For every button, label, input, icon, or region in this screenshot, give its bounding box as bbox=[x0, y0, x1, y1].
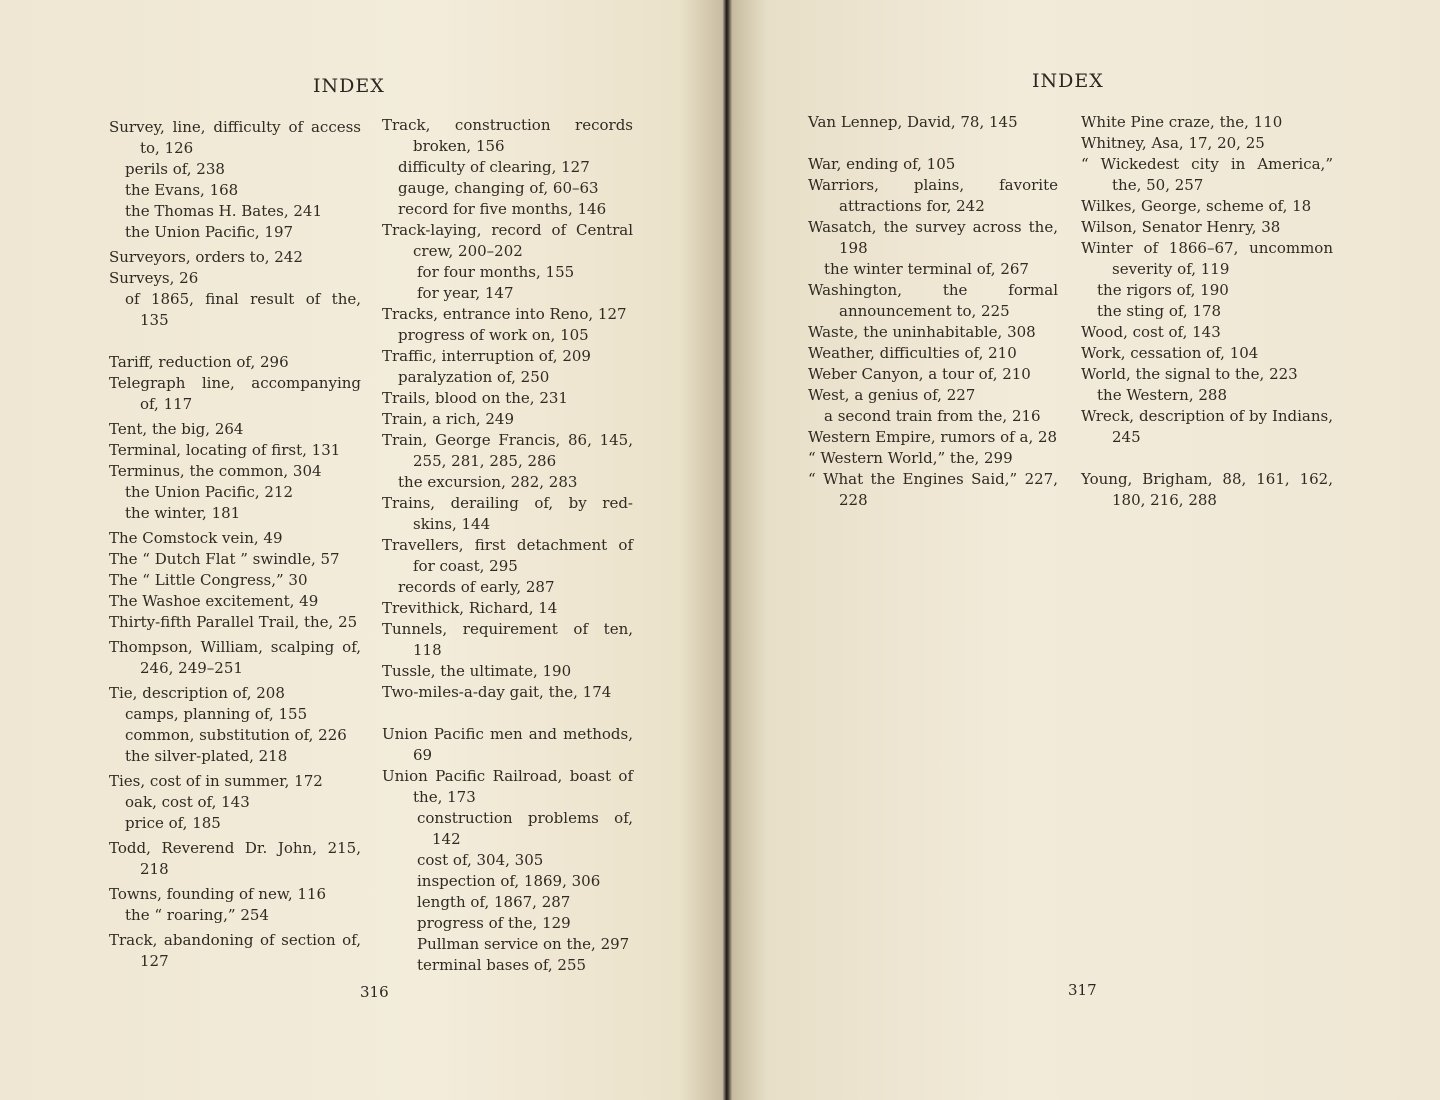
index-entry: Todd, Reverend Dr. John, 215, 218 bbox=[109, 839, 361, 878]
index-entry: The “ Dutch Flat ” swindle, 57 bbox=[109, 550, 340, 568]
index-entry: Terminal, locating of first, 131 bbox=[109, 441, 341, 459]
index-entry: common, substitution of, 226 bbox=[125, 726, 347, 744]
index-entry: Wasatch, the survey across the, 198 bbox=[808, 218, 1058, 257]
index-entry: Tracks, entrance into Reno, 127 bbox=[382, 305, 627, 323]
index-entry: Weather, difficulties of, 210 bbox=[808, 344, 1017, 362]
index-entry: price of, 185 bbox=[125, 814, 221, 832]
index-entry: the Union Pacific, 212 bbox=[125, 483, 294, 501]
page-heading: INDEX bbox=[1032, 70, 1104, 92]
index-entry: Warriors, plains, favorite attractions for, 242 bbox=[808, 176, 1058, 215]
index-entry: Young, Brigham, 88, 161, 162, 180, 216, 288 bbox=[1081, 470, 1333, 509]
index-entry: The Comstock vein, 49 bbox=[109, 529, 283, 547]
index-entry: Towns, founding of new, 116 bbox=[109, 885, 327, 903]
index-entry: Wreck, description of by Indians, 245 bbox=[1081, 407, 1333, 446]
index-entry: gauge, changing of, 60–63 bbox=[398, 179, 599, 197]
index-entry: “ Wickedest city in America,” the, 50, 257 bbox=[1081, 155, 1333, 194]
book-gutter bbox=[722, 0, 732, 1100]
page-number: 316 bbox=[360, 983, 389, 1001]
index-entry: construction problems of, 142 bbox=[417, 809, 633, 848]
index-entry: Wood, cost of, 143 bbox=[1081, 323, 1221, 341]
index-entry: “ Western World,” the, 299 bbox=[808, 449, 1013, 467]
index-entry: records of early, 287 bbox=[398, 578, 555, 596]
index-entry: Trevithick, Richard, 14 bbox=[382, 599, 558, 617]
index-entry: Track, abandoning of section of, 127 bbox=[109, 931, 361, 970]
index-entry: Trails, blood on the, 231 bbox=[382, 389, 568, 407]
index-entry: Weber Canyon, a tour of, 210 bbox=[808, 365, 1031, 383]
index-entry: the sting of, 178 bbox=[1097, 302, 1222, 320]
index-entry: Traffic, interruption of, 209 bbox=[382, 347, 591, 365]
index-entry: Wilson, Senator Henry, 38 bbox=[1081, 218, 1281, 236]
index-entry: Waste, the uninhabitable, 308 bbox=[808, 323, 1036, 341]
index-entry: Tariff, reduction of, 296 bbox=[109, 353, 289, 371]
index-entry: record for five months, 146 bbox=[398, 200, 607, 218]
index-entry: the excursion, 282, 283 bbox=[398, 473, 578, 491]
right-page bbox=[732, 0, 1440, 1100]
index-entry: Western Empire, rumors of a, 28 bbox=[808, 428, 1058, 446]
index-entry: Whitney, Asa, 17, 20, 25 bbox=[1081, 134, 1265, 152]
index-entry: the Thomas H. Bates, 241 bbox=[125, 202, 323, 220]
index-entry: perils of, 238 bbox=[125, 160, 225, 178]
index-entry: of 1865, final result of the, 135 bbox=[125, 290, 361, 329]
index-entry: Travellers, first detachment of for coast, 295 bbox=[382, 536, 633, 575]
index-entry: paralyzation of, 250 bbox=[398, 368, 550, 386]
index-entry: cost of, 304, 305 bbox=[417, 851, 544, 869]
index-entry: Wilkes, George, scheme of, 18 bbox=[1081, 197, 1312, 215]
index-entry: the silver-plated, 218 bbox=[125, 747, 288, 765]
index-entry: Surveys, 26 bbox=[109, 269, 199, 287]
index-entry: Ties, cost of in summer, 172 bbox=[109, 772, 323, 790]
index-entry: War, ending of, 105 bbox=[808, 155, 956, 173]
index-column-2 bbox=[1081, 112, 1333, 511]
index-entry: Tie, description of, 208 bbox=[109, 684, 285, 702]
index-entry: oak, cost of, 143 bbox=[125, 793, 250, 811]
index-entry: Van Lennep, David, 78, 145 bbox=[808, 113, 1018, 131]
index-entry: Survey, line, difficulty of access to, 126 bbox=[109, 118, 361, 157]
index-entry: the Evans, 168 bbox=[125, 181, 239, 199]
index-entry: inspection of, 1869, 306 bbox=[417, 872, 601, 890]
index-entry: Train, George Francis, 86, 145, 255, 281, 285, 286 bbox=[382, 431, 633, 470]
index-entry: The Washoe excitement, 49 bbox=[109, 592, 319, 610]
index-entry: West, a genius of, 227 bbox=[808, 386, 976, 404]
index-entry: World, the signal to the, 223 bbox=[1081, 365, 1298, 383]
page-heading: INDEX bbox=[313, 75, 385, 97]
index-entry: a second train from the, 216 bbox=[824, 407, 1041, 425]
index-entry: progress of the, 129 bbox=[417, 914, 571, 932]
index-entry: Track-laying, record of Central crew, 200–202 bbox=[382, 221, 633, 260]
index-entry: Winter of 1866–67, uncommon severity of, 119 bbox=[1081, 239, 1333, 278]
index-entry: Tent, the big, 264 bbox=[109, 420, 244, 438]
index-entry: the winter, 181 bbox=[125, 504, 241, 522]
index-entry: Work, cessation of, 104 bbox=[1081, 344, 1259, 362]
index-entry: Telegraph line, accompanying of, 117 bbox=[109, 374, 361, 413]
index-entry: Train, a rich, 249 bbox=[382, 410, 515, 428]
index-entry: terminal bases of, 255 bbox=[417, 956, 587, 974]
index-entry: “ What the Engines Said,” 227, 228 bbox=[808, 470, 1058, 509]
index-entry: the “ roaring,” 254 bbox=[125, 906, 269, 924]
index-entry: for four months, 155 bbox=[417, 263, 575, 281]
index-entry: Trains, derailing of, by red-skins, 144 bbox=[382, 494, 633, 533]
index-entry: Tussle, the ultimate, 190 bbox=[382, 662, 572, 680]
index-entry: Pullman service on the, 297 bbox=[417, 935, 630, 953]
index-entry: length of, 1867, 287 bbox=[417, 893, 571, 911]
index-entry: the winter terminal of, 267 bbox=[824, 260, 1029, 278]
index-entry: Thompson, William, scalping of, 246, 249–251 bbox=[109, 638, 361, 677]
index-entry: the rigors of, 190 bbox=[1097, 281, 1229, 299]
index-entry: difficulty of clearing, 127 bbox=[398, 158, 590, 176]
index-entry: the Western, 288 bbox=[1097, 386, 1228, 404]
index-entry: camps, planning of, 155 bbox=[125, 705, 308, 723]
index-entry: Tunnels, requirement of ten, 118 bbox=[382, 620, 633, 659]
index-entry: The “ Little Congress,” 30 bbox=[109, 571, 308, 589]
index-column-1 bbox=[808, 112, 1058, 511]
index-entry: Track, construction records broken, 156 bbox=[382, 116, 633, 155]
index-entry: the Union Pacific, 197 bbox=[125, 223, 294, 241]
index-entry: progress of work on, 105 bbox=[398, 326, 589, 344]
index-column-2 bbox=[382, 115, 633, 976]
index-entry: Union Pacific men and methods, 69 bbox=[382, 725, 633, 764]
index-entry: Terminus, the common, 304 bbox=[109, 462, 322, 480]
index-entry: Surveyors, orders to, 242 bbox=[109, 248, 303, 266]
index-entry: Thirty-fifth Parallel Trail, the, 25 bbox=[109, 613, 358, 631]
index-column-1 bbox=[109, 117, 361, 972]
index-entry: Union Pacific Railroad, boast of the, 173 bbox=[382, 767, 633, 806]
index-entry: Washington, the formal announcement to, 225 bbox=[808, 281, 1058, 320]
index-entry: for year, 147 bbox=[417, 284, 514, 302]
index-entry: White Pine craze, the, 110 bbox=[1081, 113, 1283, 131]
index-entry: Two-miles-a-day gait, the, 174 bbox=[382, 683, 612, 701]
page-number: 317 bbox=[1068, 981, 1097, 999]
